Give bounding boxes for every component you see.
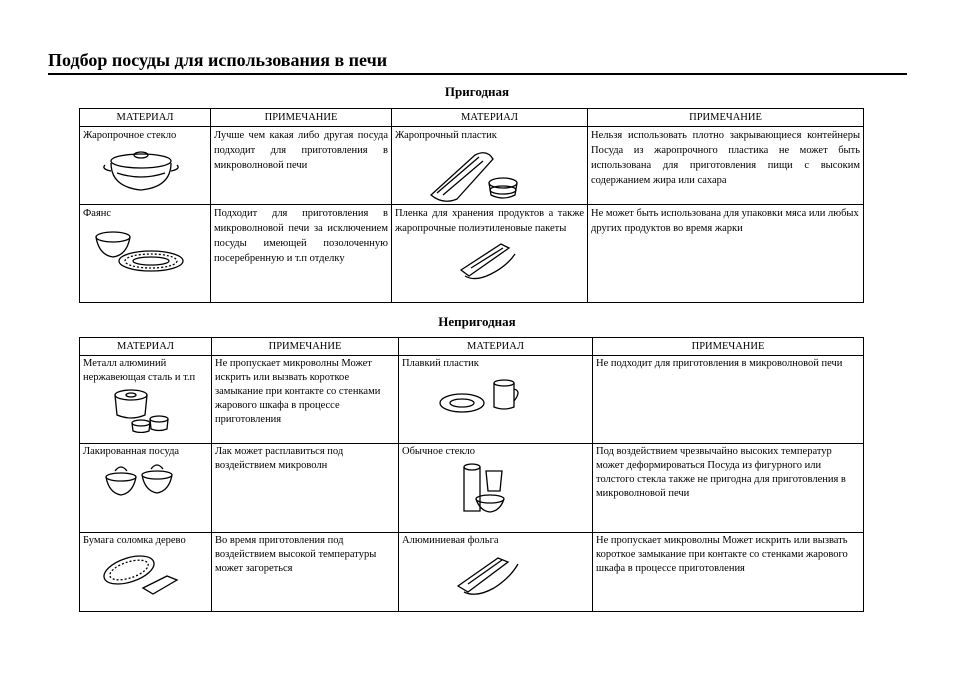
lacquered-bowls-image: [83, 459, 207, 507]
table-row: [80, 127, 864, 205]
header-note: ПРИМЕЧАНИЕ: [212, 338, 399, 356]
note-cell: Во время приготовления под воздействием высокой температуры может загореться: [212, 533, 399, 612]
straw-basket-image: [83, 548, 207, 596]
note-cell: Не пропускает микроволны Может искрить или вызвать короткое замыкание при контакте со стенками жарового шкафа в процессе приготовления: [212, 356, 399, 444]
material-label: Фаянс: [83, 208, 112, 219]
plastic-containers-image: [395, 143, 525, 203]
material-cell: [399, 533, 593, 612]
header-note: ПРИМЕЧАНИЕ: [593, 338, 864, 356]
material-label: Пленка для хранения продуктов а также жаропрочные полиэтиленовые пакеты: [395, 208, 584, 234]
title-rule: [48, 73, 907, 75]
metal-cookware-image: [83, 385, 207, 433]
note-cell: Лучше чем какая либо другая посуда подходит для приготовления в микроволновой печи: [211, 127, 392, 205]
note-cell: Лак может расплавиться под воздействием микроволн: [212, 444, 399, 533]
table-header-row: [80, 109, 864, 127]
note-cell: Не пропускает микроволны Может искрить или вызвать короткое замыкание при контакте со стенками жарового шкафа в процессе приготовления: [593, 533, 864, 612]
header-material: МАТЕРИАЛ: [392, 109, 588, 127]
film-roll-image: [395, 236, 525, 282]
material-cell: [80, 444, 212, 533]
note-cell: Не может быть использована для упаковки мяса или любых других продуктов во время жарки: [588, 205, 864, 303]
material-cell: [399, 444, 593, 533]
header-material: МАТЕРИАЛ: [399, 338, 593, 356]
material-cell: [80, 356, 212, 444]
material-cell: [399, 356, 593, 444]
material-label: Алюминиевая фольга: [402, 535, 499, 546]
note-cell: Нельзя использовать плотно закрывающиеся контейнеры Посуда из жаропрочного пластика не может быть использована для приготовления пищи с высоким содержанием жира или сахара: [588, 127, 864, 205]
suitable-table: [79, 108, 864, 303]
material-label: Бумага соломка дерево: [83, 535, 186, 546]
table-row: [80, 444, 864, 533]
plastic-dishes-image: [402, 371, 532, 419]
faience-dishes-image: [83, 221, 207, 279]
table-header-row: [80, 338, 864, 356]
glassware-image: [402, 459, 532, 515]
header-note: ПРИМЕЧАНИЕ: [588, 109, 864, 127]
material-cell: [392, 127, 588, 205]
header-note: ПРИМЕЧАНИЕ: [211, 109, 392, 127]
table-row: [80, 356, 864, 444]
material-label: Жаропрочный пластик: [395, 130, 497, 141]
header-material: МАТЕРИАЛ: [80, 109, 211, 127]
note-cell: Под воздействием чрезвычайно высоких температур может деформироваться Посуда из фигурного или толстого стекла также не пригодна для приготовления в микроволновой печи: [593, 444, 864, 533]
page-title: Подбор посуды для использования в печи: [48, 50, 388, 70]
unsuitable-heading: Непригодная: [438, 314, 516, 329]
header-material: МАТЕРИАЛ: [80, 338, 212, 356]
material-label: Жаропрочное стекло: [83, 130, 177, 141]
material-label: Обычное стекло: [402, 446, 476, 457]
material-cell: [80, 127, 211, 205]
material-label: Плавкий пластик: [402, 358, 479, 369]
material-cell: [80, 533, 212, 612]
material-cell: [392, 205, 588, 303]
glass-casserole-image: [83, 143, 203, 201]
material-label: Металл алюминий нержавеющая сталь и т.п: [83, 358, 196, 383]
note-cell: Не подходит для приготовления в микроволновой печи: [593, 356, 864, 444]
note-cell: Подходит для приготовления в микроволновой печи за исключением посуды имеющей позолоченную посеребренную и т.п отделку: [211, 205, 392, 303]
material-label: Лакированная посуда: [83, 446, 180, 457]
table-row: [80, 533, 864, 612]
unsuitable-table: [79, 337, 864, 612]
table-row: [80, 205, 864, 303]
material-cell: [80, 205, 211, 303]
aluminum-foil-image: [402, 548, 532, 598]
suitable-heading: Пригодная: [444, 84, 510, 99]
